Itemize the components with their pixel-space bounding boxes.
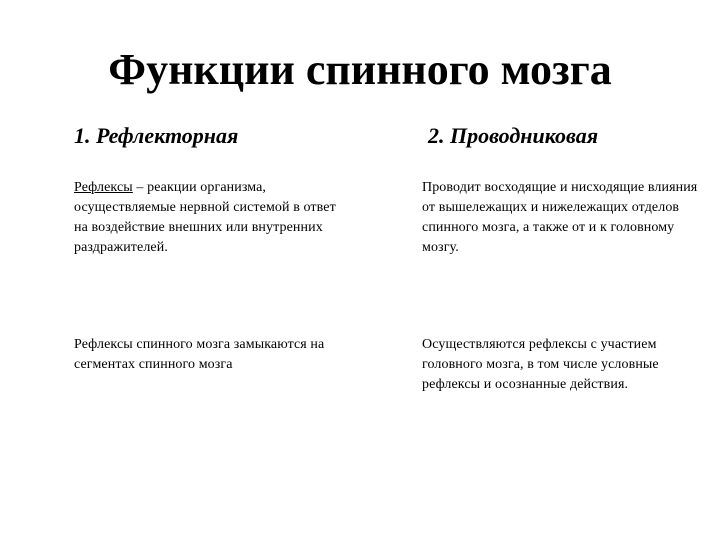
reflex-segments-paragraph: Рефлексы спинного мозга замыкаются на сегментах спинного мозга (74, 337, 325, 372)
column-heading-conduction: 2. Проводниковая (428, 123, 599, 148)
slide-title: Функции спинного мозга (108, 45, 612, 94)
column-heading-reflex: 1. Рефлекторная (74, 123, 239, 148)
reflex-term: Рефлексы (74, 180, 133, 195)
reflex-definition-text: – реакции организма, осуществляемые нервной системой в ответ на воздействие внешних или внутренних раздражителей. (74, 180, 336, 255)
conduction-description-paragraph: Проводит восходящие и нисходящие влияния от вышележащих и нижележащих отделов спинного мозга, а также от и к головному мозгу. (422, 180, 698, 255)
reflex-definition-paragraph (74, 178, 344, 258)
conduction-reflexes-paragraph: Осуществляются рефлексы с участием головного мозга, в том числе условные рефлексы и осознанные действия. (422, 337, 659, 392)
